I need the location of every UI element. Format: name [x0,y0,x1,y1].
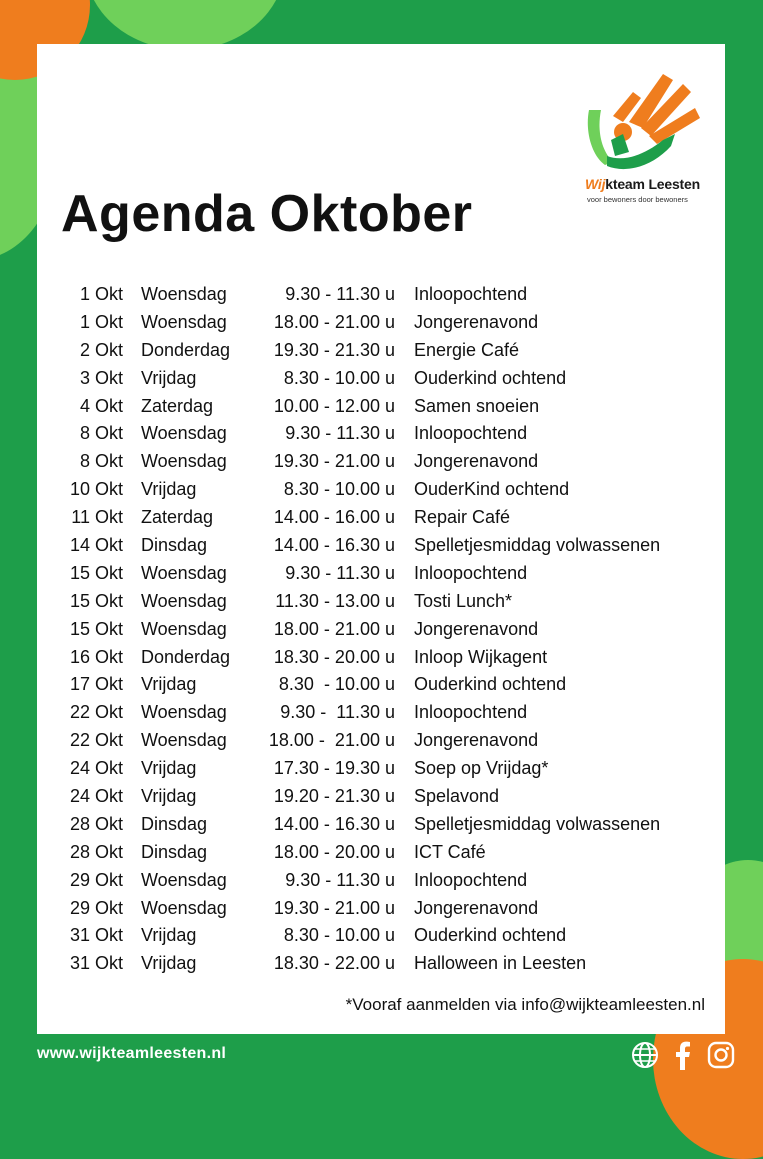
agenda-date: 1 Okt [79,284,123,304]
agenda-day: Woensdag [141,702,227,723]
agenda-row [37,645,725,673]
agenda-time: 19.30 - 21.30 u [273,339,395,360]
agenda-date: 4 Okt [79,395,123,416]
agenda-row [37,868,725,896]
agenda-day: Woensdag [141,451,227,472]
agenda-day: Woensdag [141,897,227,918]
agenda-row [37,617,725,645]
agenda-event: ICT Café [414,841,486,862]
agenda-row [37,951,725,979]
page-title: Agenda Oktober [61,185,473,243]
facebook-icon[interactable] [668,1040,698,1070]
flyer-card [37,44,725,1034]
agenda-date: 3 Okt [79,367,123,388]
agenda-row [37,533,725,561]
agenda-day: Vrijdag [141,758,197,779]
agenda-event: OuderKind ochtend [414,479,570,500]
registration-note: *Vooraf aanmelden via info@wijkteamleesten.nl [345,995,705,1014]
agenda-date: 10 Okt [69,479,123,500]
agenda-date: 2 Okt [79,339,123,360]
agenda-day: Dinsdag [141,535,208,556]
agenda-row [37,589,725,617]
agenda-row [37,282,725,310]
logo-tagline: voor bewoners door bewoners [587,195,688,204]
agenda-date: 28 Okt [69,813,123,834]
agenda-event: Inloopochtend [414,284,528,304]
agenda-date: 16 Okt [69,646,123,667]
agenda-date: 22 Okt [69,702,123,723]
agenda-day: Woensdag [141,311,227,332]
agenda-day: Vrijdag [141,367,197,388]
agenda-day: Vrijdag [141,953,197,974]
agenda-row [37,840,725,868]
social-icons [630,1040,736,1070]
agenda-event: Inloopochtend [414,562,528,583]
decor-blob-lime-top [85,0,285,50]
agenda-event: Inloopochtend [414,702,528,723]
agenda-time: 19.20 - 21.30 u [273,786,395,807]
agenda-time: 18.00 - 21.00 u [273,618,395,639]
agenda-day: Zaterdag [141,507,214,528]
agenda-day: Woensdag [141,730,227,751]
agenda-time: 9.30 - 11.30 u [285,284,395,304]
agenda-row [37,923,725,951]
agenda-event: Inloopochtend [414,423,528,444]
agenda-event: Ouderkind ochtend [414,925,567,946]
agenda-time: 14.00 - 16.00 u [273,507,395,528]
agenda-row [37,728,725,756]
agenda-event: Samen snoeien [414,395,540,416]
agenda-day: Dinsdag [141,841,208,862]
agenda-time: 9.30 - 11.30 u [285,423,395,444]
agenda-event: Jongerenavond [414,730,539,751]
agenda-day: Donderdag [141,646,231,667]
agenda-date: 24 Okt [69,786,123,807]
agenda-time: 19.30 - 21.00 u [273,897,395,918]
agenda-time: 18.00 - 21.00 u [268,730,395,751]
agenda-time: 8.30 - 10.00 u [283,479,395,500]
agenda-event: Jongerenavond [414,618,539,639]
agenda-date: 22 Okt [69,730,123,751]
agenda-date: 15 Okt [69,590,123,611]
agenda-day: Woensdag [141,284,227,304]
agenda-time: 8.30 - 10.00 u [283,925,395,946]
agenda-time: 9.30 - 11.30 u [285,562,395,583]
agenda-day: Woensdag [141,869,227,890]
agenda-row [37,477,725,505]
agenda-event: Repair Café [414,507,511,528]
agenda-date: 28 Okt [69,841,123,862]
agenda-day: Donderdag [141,339,231,360]
agenda-event: Jongerenavond [414,897,539,918]
agenda-time: 18.30 - 20.00 u [273,646,395,667]
agenda-time: 18.00 - 20.00 u [273,841,395,862]
agenda-time: 10.00 - 12.00 u [273,395,395,416]
agenda-date: 15 Okt [69,562,123,583]
agenda-date: 29 Okt [69,869,123,890]
agenda-row [37,449,725,477]
website-link[interactable]: www.wijkteamleesten.nl [37,1045,227,1062]
agenda-event: Halloween in Leesten [414,953,587,974]
agenda-time: 19.30 - 21.00 u [273,451,395,472]
agenda-event: Spelletjesmiddag volwassenen [414,813,661,834]
agenda-event: Jongerenavond [414,451,539,472]
agenda-time: 17.30 - 19.30 u [273,758,395,779]
agenda-date: 15 Okt [69,618,123,639]
agenda-event: Soep op Vrijdag* [414,758,549,779]
agenda-time: 14.00 - 16.30 u [273,535,395,556]
agenda-time: 8.30 - 10.00 u [278,674,395,695]
agenda-date: 14 Okt [69,535,123,556]
agenda-day: Woensdag [141,618,227,639]
agenda-row [37,700,725,728]
agenda-date: 1 Okt [79,311,123,332]
agenda-day: Dinsdag [141,813,208,834]
agenda-day: Woensdag [141,423,227,444]
agenda-date: 29 Okt [69,897,123,918]
agenda-time: 8.30 - 10.00 u [283,367,395,388]
agenda-date: 8 Okt [79,451,123,472]
agenda-day: Woensdag [141,590,227,611]
agenda-row [37,784,725,812]
agenda-row [37,310,725,338]
agenda-event: Ouderkind ochtend [414,367,567,388]
agenda-row [37,756,725,784]
agenda-event: Ouderkind ochtend [414,674,567,695]
agenda-day: Vrijdag [141,786,197,807]
agenda-date: 31 Okt [69,953,123,974]
agenda-event: Tosti Lunch* [414,590,513,611]
agenda-row [37,672,725,700]
agenda-day: Vrijdag [141,479,197,500]
agenda-event: Spelletjesmiddag volwassenen [414,535,661,556]
agenda-time: 14.00 - 16.30 u [273,813,395,834]
agenda-event: Energie Café [414,339,520,360]
agenda-date: 17 Okt [69,674,123,695]
globe-icon[interactable] [630,1040,660,1070]
agenda-row [37,812,725,840]
agenda-date: 24 Okt [69,758,123,779]
agenda-row [37,896,725,924]
agenda-time: 18.30 - 22.00 u [273,953,395,974]
agenda-event: Inloopochtend [414,869,528,890]
agenda-time: 9.30 - 11.30 u [285,869,395,890]
agenda-event: Inloop Wijkagent [414,646,548,667]
agenda-day: Vrijdag [141,925,197,946]
agenda-time: 9.30 - 11.30 u [280,702,395,723]
agenda-row [37,421,725,449]
logo-brand-name: Wijkteam Leesten [585,176,700,192]
agenda-time: 18.00 - 21.00 u [273,311,395,332]
agenda-row [37,366,725,394]
agenda-row [37,394,725,422]
agenda-list [37,282,725,979]
agenda-day: Zaterdag [141,395,214,416]
hand-logo-icon [583,70,713,175]
instagram-icon[interactable] [706,1040,736,1070]
agenda-date: 8 Okt [79,423,123,444]
agenda-row [37,338,725,366]
agenda-event: Jongerenavond [414,311,539,332]
agenda-day: Woensdag [141,562,227,583]
agenda-event: Spelavond [414,786,500,807]
agenda-row [37,505,725,533]
agenda-date: 31 Okt [69,925,123,946]
agenda-day: Vrijdag [141,674,197,695]
agenda-row [37,561,725,589]
wijkteam-logo [583,70,713,210]
agenda-date: 11 Okt [71,507,123,528]
agenda-time: 11.30 - 13.00 u [275,590,395,611]
